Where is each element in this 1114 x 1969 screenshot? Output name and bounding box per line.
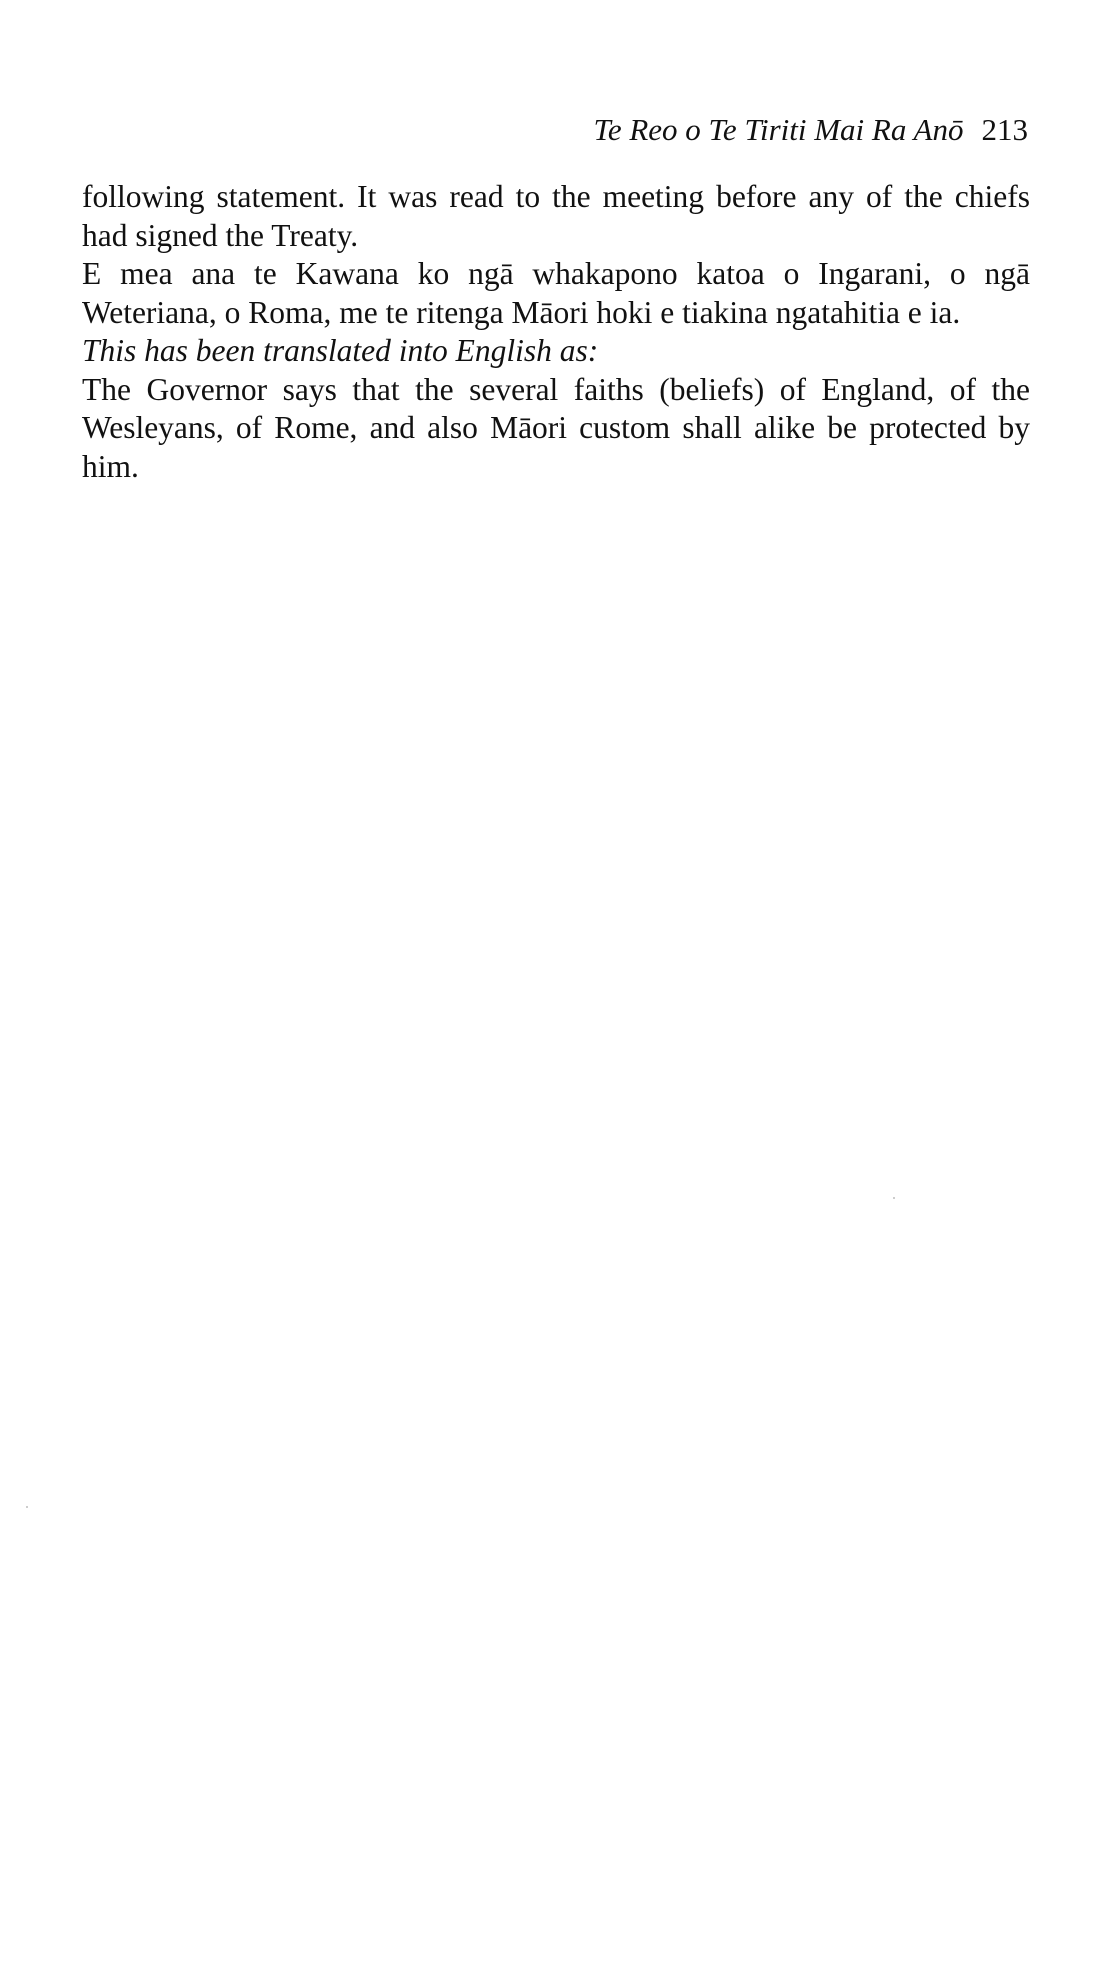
paragraph-maori-statement: E mea ana te Kawana ko ngā whakapono katoa o Ingarani, o ngā Weteriana, o Roma, me te ritenga Māori hoki e tiakina ngatahitia e ia. bbox=[82, 256, 1030, 330]
body-text bbox=[82, 178, 1030, 486]
page-number: 213 bbox=[981, 112, 1028, 147]
scan-speck bbox=[26, 1506, 28, 1508]
paragraph-english-translation: The Governor says that the several faiths (beliefs) of England, of the Wesleyans, of Rome, and also Māori custom shall alike be protected by him. bbox=[82, 371, 1030, 484]
running-title: Te Reo o Te Tiriti Mai Ra Anō bbox=[593, 112, 964, 147]
paragraph-continuation: following statement. It was read to the meeting before any of the chiefs had signed the Treaty. bbox=[82, 179, 1030, 253]
running-head bbox=[593, 110, 1028, 150]
paragraph-translation-note: This has been translated into English as: bbox=[82, 333, 599, 368]
scan-speck bbox=[893, 1197, 895, 1199]
